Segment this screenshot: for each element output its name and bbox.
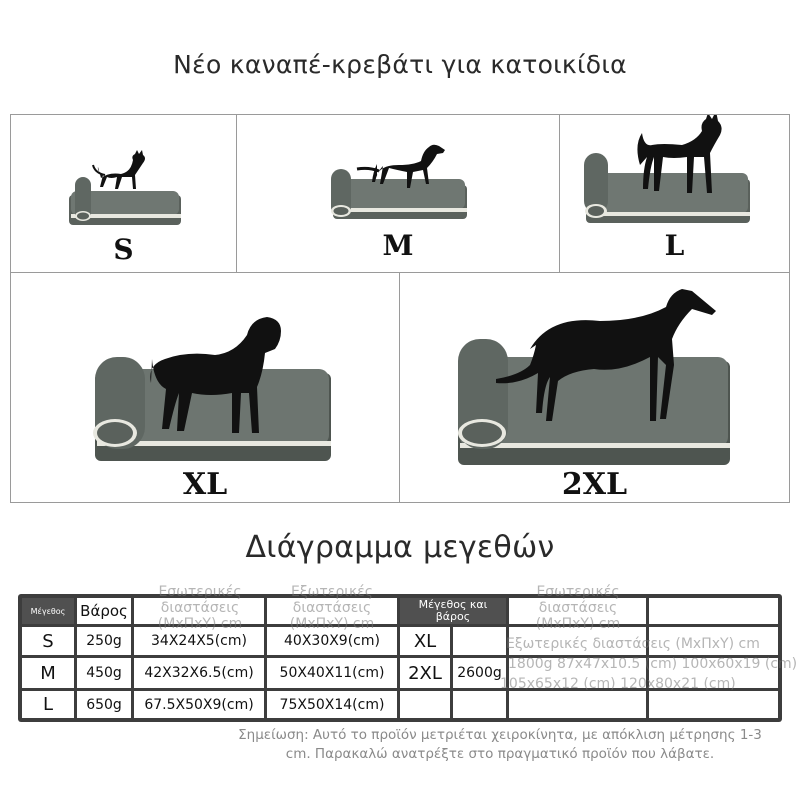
size-label-l: L: [664, 229, 685, 262]
table-header-inner-text: Εσωτερικές διαστάσεις (ΜxΠxΥ) cm: [157, 584, 243, 632]
page-title: Νέο καναπέ-κρεβάτι για κατοικίδια: [173, 50, 627, 79]
table-header-size: Μέγεθος: [22, 598, 74, 624]
table-row-outer: [649, 691, 778, 718]
size-chart-title: Διάγραμμα μεγεθών: [245, 530, 555, 565]
size-label-2xl: 2XL: [561, 467, 628, 502]
table-row-size: M: [22, 658, 74, 688]
size-label-xl: XL: [182, 467, 228, 502]
size-label-m: M: [382, 229, 414, 262]
table-row-size: L: [22, 691, 74, 718]
table-xl-values: [508, 656, 797, 672]
table-row-outer: 50X40X11(cm): [267, 658, 397, 688]
table-header-inner2-text: Εσωτερικές διαστάσεις (ΜxΠxΥ) cm: [535, 584, 621, 632]
xl-weight: 1800g: [508, 656, 553, 672]
size-panel-m: [236, 114, 560, 273]
table-row-outer: 75X50X14(cm): [267, 691, 397, 718]
table-row-inner: 42X32X6.5(cm): [134, 658, 264, 688]
measurement-note: Σημείωση: Αυτό το προϊόν μετριέται χειροκίνητα, με απόκλιση μέτρησης 1-3 cm. Παρακαλώ ανατρέξτε στο πραγματικό προϊόν που λάβατε.: [238, 727, 762, 762]
size-label-s: S: [113, 233, 134, 266]
table-row-size: S: [22, 627, 74, 655]
2xl-inner: 105x65x12 (cm): [500, 676, 616, 692]
table-header-outer2-text: Εξωτερικές διαστάσεις (ΜxΠxΥ) cm: [506, 636, 760, 652]
xl-inner: 87x47x10.5 (cm): [556, 656, 678, 672]
size-panel-l: [559, 114, 790, 273]
table-row-weight: 650g: [77, 691, 131, 718]
table-row-inner: 34X24X5(cm): [134, 627, 264, 655]
table-row-weight: 250g: [77, 627, 131, 655]
size-panel-s: [10, 114, 237, 273]
size-panel-xl: [10, 272, 400, 503]
table-row-weight: 450g: [77, 658, 131, 688]
2xl-outer: 120x80x21 (cm): [620, 676, 736, 692]
table-row-weight: [453, 627, 506, 655]
table-row-weight: 2600g: [453, 658, 506, 688]
table-header-size-weight: Μέγεθος και βάρος: [400, 598, 506, 624]
xl-outer: 100x60x19 (cm): [681, 656, 798, 672]
table-row-size: XL: [400, 627, 450, 655]
table-header-weight: Βάρος: [77, 598, 131, 624]
table-row-inner: [509, 691, 646, 718]
table-row-outer: 40X30X9(cm): [267, 627, 397, 655]
table-row-size: 2XL: [400, 658, 450, 688]
table-header-outer2: [649, 598, 778, 624]
table-header-outer-text: Εξωτερικές διαστάσεις (ΜxΠxΥ) cm: [289, 584, 375, 632]
table-2xl-values: [500, 676, 736, 692]
table-row-size: [400, 691, 450, 718]
table-row-weight: [453, 691, 506, 718]
table-row-inner: 67.5X50X9(cm): [134, 691, 264, 718]
size-panel-2xl: [399, 272, 790, 503]
